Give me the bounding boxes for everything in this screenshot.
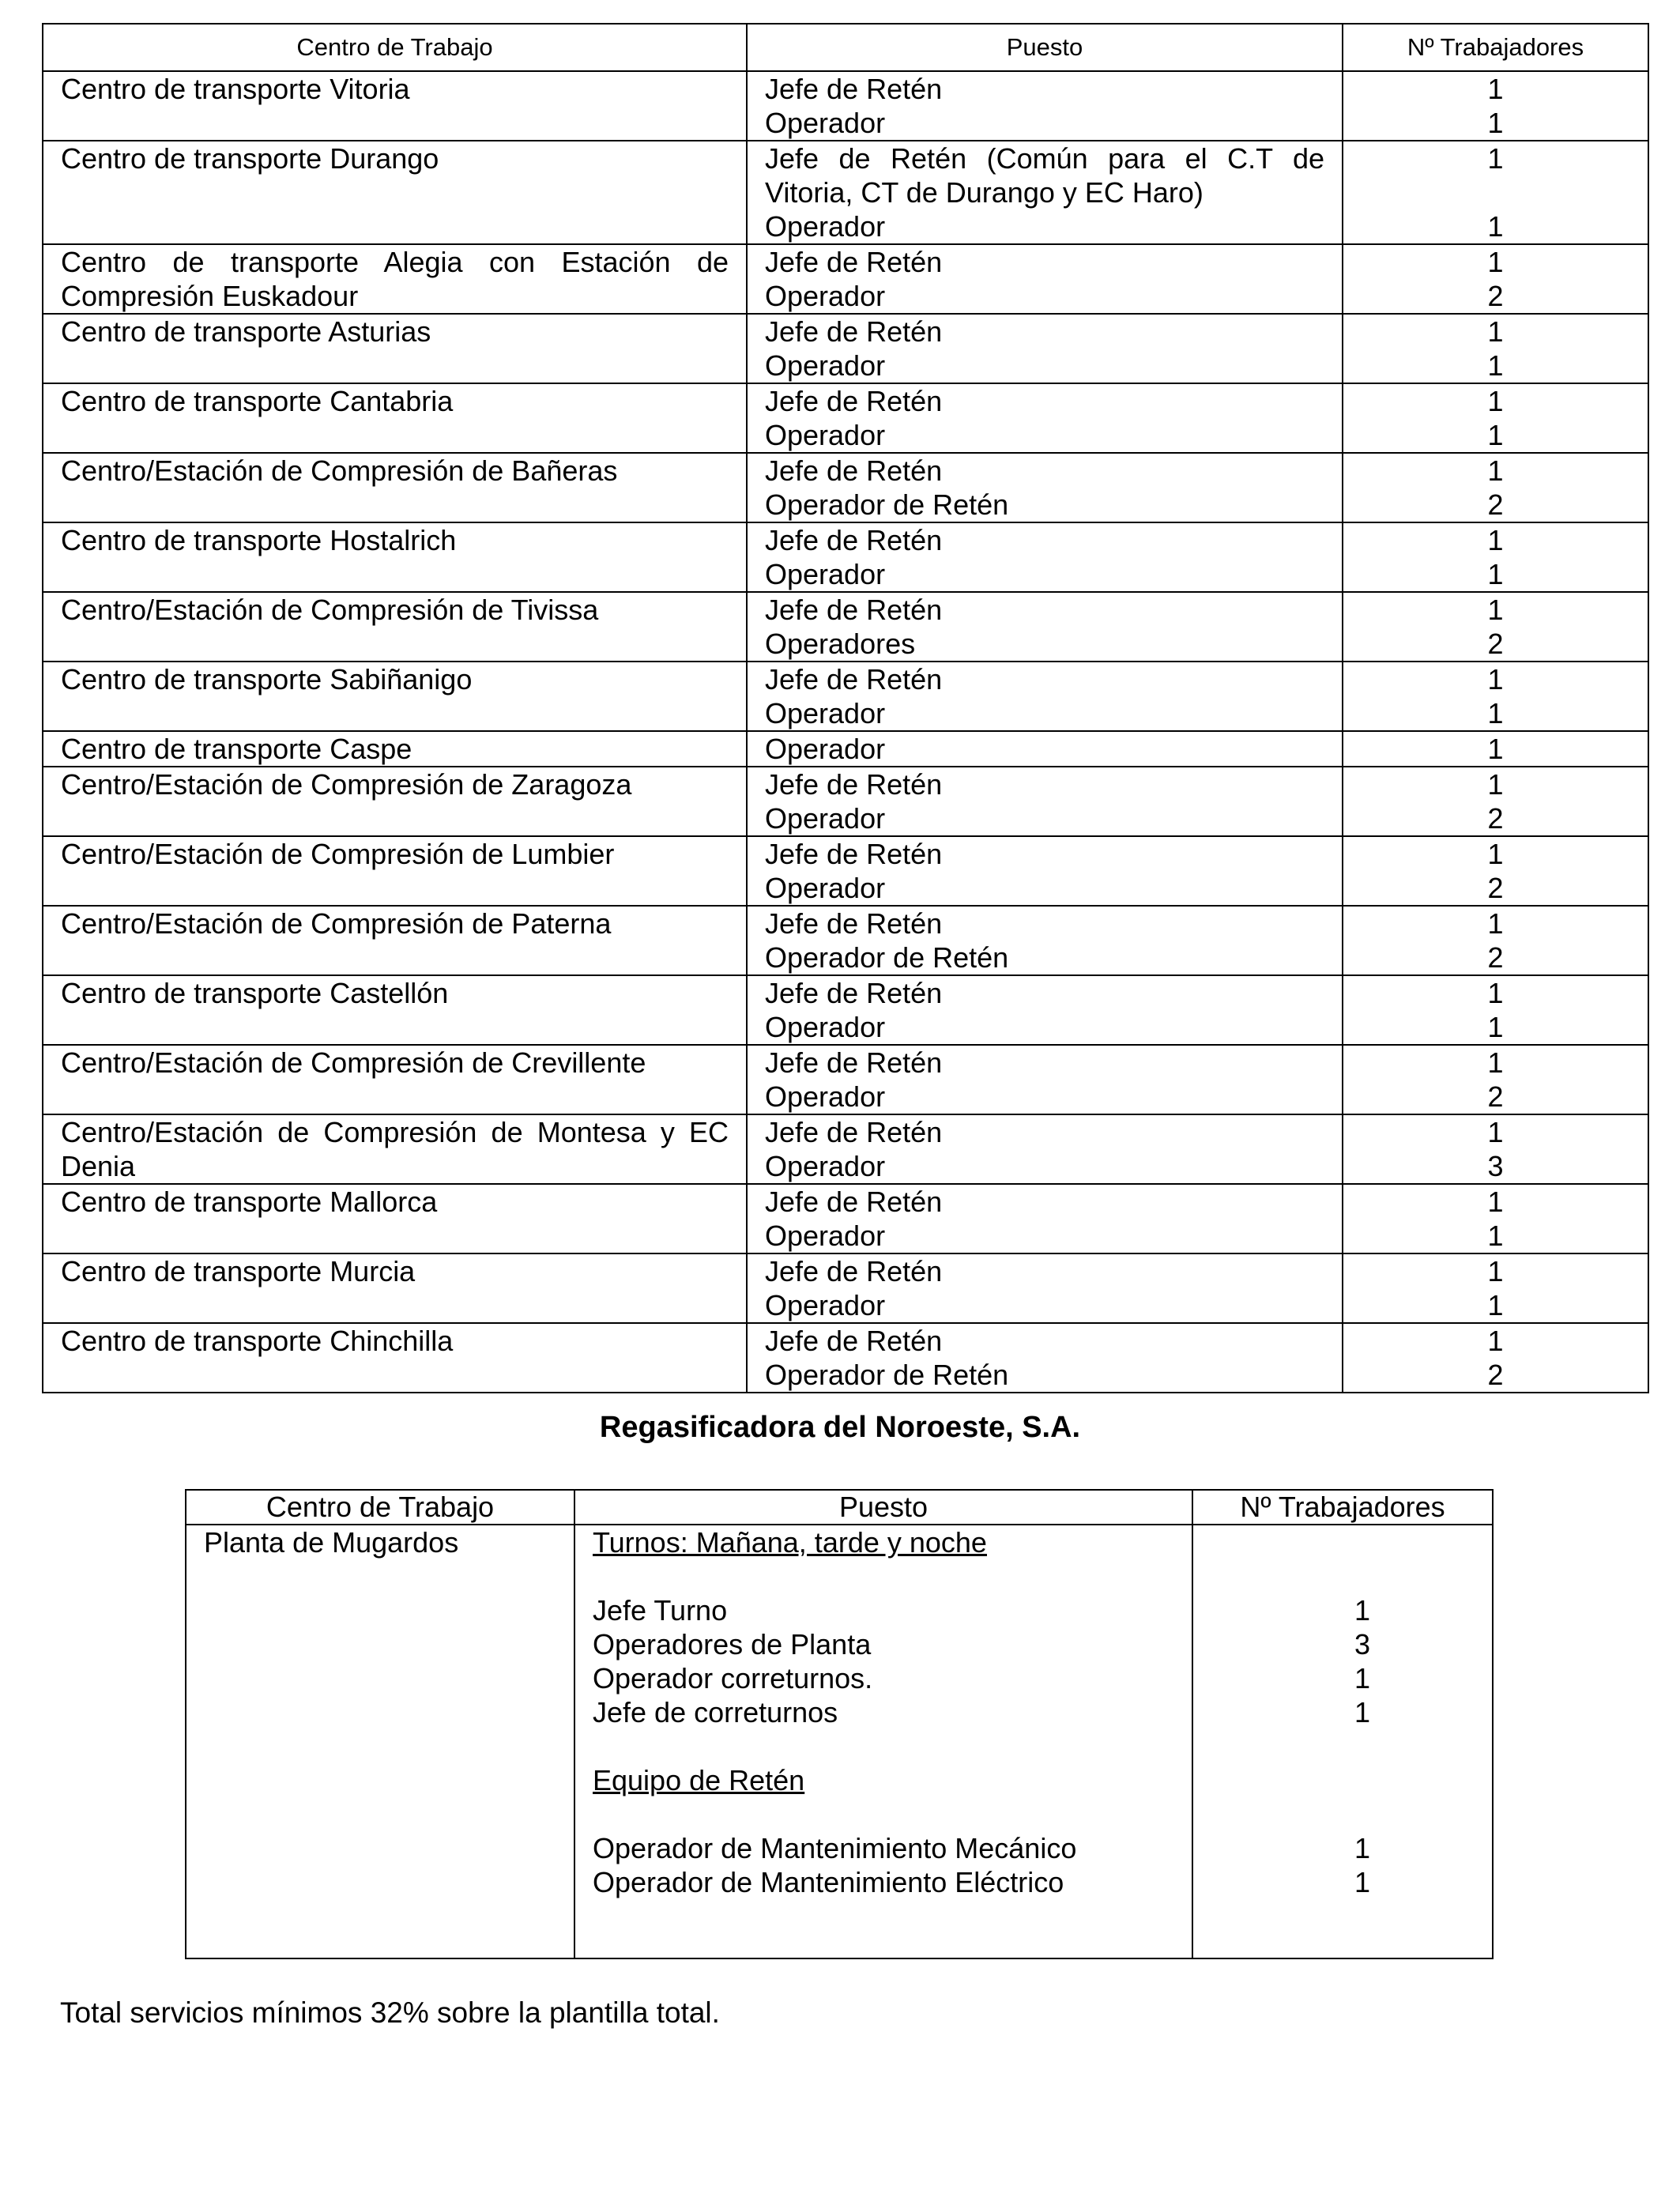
trabajadores-cell-line: 1 xyxy=(1487,1220,1504,1252)
table-row xyxy=(43,906,1648,975)
centro-cell xyxy=(43,1253,747,1323)
puesto-cell-line: Jefe de Retén xyxy=(765,1116,943,1148)
puesto-cell-line: Operador xyxy=(765,1289,886,1321)
centro-cell-line: Centro/Estación de Compresión de Tivissa xyxy=(61,594,599,626)
trabajadores-cell-line: 1 xyxy=(1487,907,1504,940)
trabajadores-cell xyxy=(1343,141,1648,244)
centro-cell xyxy=(43,836,747,906)
table-row xyxy=(43,1253,1648,1323)
centro-cell-line: Centro/Estación de Compresión de Zaragoza xyxy=(61,768,632,801)
puesto-cell-line: Operador xyxy=(765,1080,886,1113)
puesto-line: Operador correturnos. xyxy=(593,1662,873,1695)
trabajadores-line xyxy=(1233,1797,1492,1831)
puesto-cell xyxy=(747,1184,1343,1253)
trabajadores-cell-line: 1 xyxy=(1487,838,1504,870)
puesto-cell xyxy=(747,767,1343,836)
puesto-cell-line: Jefe de Retén xyxy=(765,907,943,940)
trabajadores-cell xyxy=(1343,1323,1648,1393)
trabajadores-cell xyxy=(1343,1184,1648,1253)
puesto-cell xyxy=(574,1525,1192,1958)
puesto-cell xyxy=(747,975,1343,1045)
trabajadores-cell-line: 1 xyxy=(1487,1011,1504,1043)
table-row xyxy=(43,1184,1648,1253)
trabajadores-cell-line: 2 xyxy=(1487,802,1504,835)
puesto-line: Equipo de Retén xyxy=(593,1764,805,1796)
centro-cell xyxy=(43,314,747,383)
puesto-cell-line: Operador xyxy=(765,1220,886,1252)
puesto-cell-line: Operador xyxy=(765,210,886,243)
section-title: Regasificadora del Noroeste, S.A. xyxy=(599,1411,1081,1444)
trabajadores-line: 1 xyxy=(1354,1832,1371,1864)
puesto-line xyxy=(593,1797,1192,1831)
puesto-cell-line: Jefe de Retén xyxy=(765,977,943,1009)
puesto-cell xyxy=(747,1323,1343,1393)
puesto-cell-line: Operador xyxy=(765,802,886,835)
minimum-services-table xyxy=(42,23,1649,1393)
table-row xyxy=(186,1525,1493,1958)
centro-cell: Planta de Mugardos xyxy=(186,1525,574,1958)
puesto-cell-line: Jefe de Retén xyxy=(765,838,943,870)
trabajadores-cell-line: 1 xyxy=(1487,73,1504,105)
puesto-line xyxy=(593,1559,1192,1593)
trabajadores-cell-line: 1 xyxy=(1487,315,1504,348)
trabajadores-cell xyxy=(1343,244,1648,314)
table-row xyxy=(43,662,1648,731)
centro-cell-line: Centro de transporte Alegia con Estación de Compresión Euskadour xyxy=(61,246,729,312)
trabajadores-cell xyxy=(1343,731,1648,767)
trabajadores-cell-line: 1 xyxy=(1487,349,1504,382)
centro-cell-line: Centro de transporte Mallorca xyxy=(61,1186,438,1218)
table-row xyxy=(43,522,1648,592)
trabajadores-cell-line: 1 xyxy=(1487,419,1504,451)
puesto-cell xyxy=(747,1253,1343,1323)
trabajadores-cell-line: 1 xyxy=(1487,1046,1504,1079)
centro-cell xyxy=(43,1114,747,1184)
puesto-cell-line: Jefe de Retén xyxy=(765,454,943,487)
table-header-row xyxy=(186,1490,1493,1525)
trabajadores-cell-line: 3 xyxy=(1487,1150,1504,1182)
trabajadores-cell-line: 1 xyxy=(1487,594,1504,626)
puesto-cell-line: Jefe de Retén xyxy=(765,246,943,278)
trabajadores-cell-line: 1 xyxy=(1487,1255,1504,1287)
header-puesto: Puesto xyxy=(574,1490,1192,1525)
puesto-cell xyxy=(747,731,1343,767)
puesto-cell-line: Operador de Retén xyxy=(765,1359,1009,1391)
puesto-cell-line: Jefe de Retén xyxy=(765,768,943,801)
puesto-cell-line: Operador xyxy=(765,349,886,382)
trabajadores-cell xyxy=(1343,522,1648,592)
centro-cell-line: Centro de transporte Cantabria xyxy=(61,385,454,417)
puesto-cell-line: Operador de Retén xyxy=(765,488,1009,521)
trabajadores-cell-line: 1 xyxy=(1487,454,1504,487)
trabajadores-cell xyxy=(1343,383,1648,453)
header-puesto: Puesto xyxy=(747,24,1343,71)
puesto-cell-line: Jefe de Retén xyxy=(765,1255,943,1287)
table-row xyxy=(43,975,1648,1045)
footer-note: Total servicios mínimos 32% sobre la plantilla total. xyxy=(60,1996,720,2029)
trabajadores-cell xyxy=(1343,592,1648,662)
trabajadores-line: 1 xyxy=(1354,1662,1371,1695)
puesto-cell-line: Jefe de Retén (Común para el C.T de Vitoria, CT de Durango y EC Haro) xyxy=(765,142,1324,209)
trabajadores-cell xyxy=(1192,1525,1493,1958)
puesto-cell xyxy=(747,383,1343,453)
centro-cell xyxy=(43,731,747,767)
table-row xyxy=(43,244,1648,314)
puesto-cell-line: Operadores xyxy=(765,628,916,660)
centro-cell xyxy=(43,1323,747,1393)
trabajadores-cell xyxy=(1343,1114,1648,1184)
puesto-cell xyxy=(747,592,1343,662)
trabajadores-cell-line: 1 xyxy=(1487,733,1504,765)
centro-cell-line: Centro de transporte Murcia xyxy=(61,1255,416,1287)
trabajadores-cell-line: 2 xyxy=(1487,1359,1504,1391)
trabajadores-cell-line: 2 xyxy=(1487,872,1504,904)
trabajadores-line xyxy=(1233,1729,1492,1763)
puesto-cell xyxy=(747,71,1343,141)
centro-cell xyxy=(43,71,747,141)
table-row xyxy=(43,141,1648,244)
header-centro: Centro de Trabajo xyxy=(43,24,747,71)
table-row xyxy=(43,731,1648,767)
table-row xyxy=(43,836,1648,906)
centro-cell-line: Centro de transporte Chinchilla xyxy=(61,1325,454,1357)
centro-cell xyxy=(43,522,747,592)
puesto-cell xyxy=(747,141,1343,244)
puesto-cell-line: Operador xyxy=(765,419,886,451)
puesto-cell-line: Operador xyxy=(765,1150,886,1182)
trabajadores-cell-line: 2 xyxy=(1487,280,1504,312)
puesto-cell xyxy=(747,1114,1343,1184)
trabajadores-cell-line: 1 xyxy=(1487,663,1504,696)
puesto-cell-line: Jefe de Retén xyxy=(765,315,943,348)
trabajadores-cell-line: 1 xyxy=(1487,1289,1504,1321)
centro-cell-line: Centro/Estación de Compresión de Lumbier xyxy=(61,838,615,870)
trabajadores-cell-line: 2 xyxy=(1487,628,1504,660)
table-row xyxy=(43,1045,1648,1114)
puesto-cell xyxy=(747,836,1343,906)
trabajadores-line xyxy=(1233,1559,1492,1593)
trabajadores-cell-line: 1 xyxy=(1487,1325,1504,1357)
puesto-cell-line: Operador xyxy=(765,558,886,590)
trabajadores-line: 1 xyxy=(1354,1866,1371,1898)
trabajadores-line xyxy=(1233,1763,1492,1797)
centro-cell-line: Centro de transporte Durango xyxy=(61,142,439,175)
centro-cell xyxy=(43,141,747,244)
trabajadores-cell-line: 1 xyxy=(1487,558,1504,590)
puesto-cell xyxy=(747,662,1343,731)
trabajadores-cell-line: 2 xyxy=(1487,941,1504,974)
trabajadores-cell-line: 1 xyxy=(1487,385,1504,417)
puesto-cell xyxy=(747,906,1343,975)
centro-cell-line: Centro de transporte Castellón xyxy=(61,977,449,1009)
puesto-cell xyxy=(747,522,1343,592)
trabajadores-cell xyxy=(1343,71,1648,141)
table-row xyxy=(43,453,1648,522)
table-row xyxy=(43,1114,1648,1184)
header-trabajadores: Nº Trabajadores xyxy=(1343,24,1648,71)
centro-cell-line: Centro de transporte Hostalrich xyxy=(61,524,457,556)
puesto-cell-line: Jefe de Retén xyxy=(765,663,943,696)
puesto-cell-line: Operador xyxy=(765,697,886,729)
centro-cell xyxy=(43,975,747,1045)
centro-cell xyxy=(43,383,747,453)
puesto-cell-line: Operador xyxy=(765,280,886,312)
trabajadores-cell-line: 1 xyxy=(1487,524,1504,556)
trabajadores-cell-line: 2 xyxy=(1487,1080,1504,1113)
centro-cell xyxy=(43,592,747,662)
table-row xyxy=(43,314,1648,383)
puesto-cell-line: Jefe de Retén xyxy=(765,1325,943,1357)
table-row xyxy=(43,592,1648,662)
table-row xyxy=(43,71,1648,141)
trabajadores-cell-line: 1 xyxy=(1487,1116,1504,1148)
centro-cell-line: Centro/Estación de Compresión de Paterna xyxy=(61,907,612,940)
trabajadores-cell xyxy=(1343,836,1648,906)
puesto-cell-line: Jefe de Retén xyxy=(765,1046,943,1079)
puesto-cell-line: Operador xyxy=(765,733,886,765)
puesto-line: Jefe de correturnos xyxy=(593,1696,838,1728)
header-centro: Centro de Trabajo xyxy=(186,1490,574,1525)
centro-cell xyxy=(43,767,747,836)
puesto-cell-line: Jefe de Retén xyxy=(765,385,943,417)
puesto-line: Operador de Mantenimiento Mecánico xyxy=(593,1832,1077,1864)
puesto-line: Operadores de Planta xyxy=(593,1628,872,1661)
puesto-cell-line: Jefe de Retén xyxy=(765,73,943,105)
centro-cell xyxy=(43,1045,747,1114)
trabajadores-cell xyxy=(1343,1045,1648,1114)
puesto-cell-line: Operador de Retén xyxy=(765,941,1009,974)
centro-cell-line: Centro/Estación de Compresión de Bañeras xyxy=(61,454,618,487)
trabajadores-cell-line: 1 xyxy=(1487,107,1504,139)
puesto-cell xyxy=(747,314,1343,383)
centro-cell-line: Centro de transporte Vitoria xyxy=(61,73,410,105)
table-row xyxy=(43,1323,1648,1393)
trabajadores-cell xyxy=(1343,1253,1648,1323)
trabajadores-line xyxy=(1233,1525,1492,1559)
trabajadores-cell xyxy=(1343,975,1648,1045)
trabajadores-line: 3 xyxy=(1354,1628,1371,1661)
trabajadores-line: 1 xyxy=(1354,1696,1371,1728)
centro-cell xyxy=(43,662,747,731)
table-row xyxy=(43,383,1648,453)
trabajadores-cell-line: 2 xyxy=(1487,488,1504,521)
puesto-cell-line: Operador xyxy=(765,107,886,139)
trabajadores-cell xyxy=(1343,906,1648,975)
centro-cell-line: Centro/Estación de Compresión de Montesa y EC Denia xyxy=(61,1116,729,1182)
trabajadores-cell xyxy=(1343,453,1648,522)
centro-cell-line: Centro de transporte Sabiñanigo xyxy=(61,663,473,696)
puesto-line xyxy=(593,1729,1192,1763)
trabajadores-cell-line: 1 xyxy=(1487,246,1504,278)
centro-cell xyxy=(43,906,747,975)
puesto-line: Turnos: Mañana, tarde y noche xyxy=(593,1526,987,1559)
trabajadores-line: 1 xyxy=(1354,1594,1371,1627)
puesto-line: Jefe Turno xyxy=(593,1594,728,1627)
trabajadores-cell-line xyxy=(1343,175,1648,209)
table-header-row xyxy=(43,24,1648,71)
trabajadores-cell-line: 1 xyxy=(1487,210,1504,243)
centro-cell-line: Centro de transporte Asturias xyxy=(61,315,431,348)
trabajadores-cell-line: 1 xyxy=(1487,1186,1504,1218)
centro-cell-line: Centro de transporte Caspe xyxy=(61,733,412,765)
puesto-cell xyxy=(747,453,1343,522)
puesto-cell-line: Jefe de Retén xyxy=(765,1186,943,1218)
centro-cell xyxy=(43,1184,747,1253)
trabajadores-cell-line: 1 xyxy=(1487,142,1504,175)
trabajadores-cell-line: 1 xyxy=(1487,768,1504,801)
trabajadores-cell-line: 1 xyxy=(1487,697,1504,729)
centro-cell xyxy=(43,453,747,522)
trabajadores-cell-line: 1 xyxy=(1487,977,1504,1009)
puesto-cell-line: Jefe de Retén xyxy=(765,524,943,556)
trabajadores-cell xyxy=(1343,314,1648,383)
trabajadores-cell xyxy=(1343,662,1648,731)
regasificadora-table xyxy=(185,1489,1494,1959)
trabajadores-cell xyxy=(1343,767,1648,836)
puesto-cell-line: Operador xyxy=(765,872,886,904)
centro-cell-line: Centro/Estación de Compresión de Crevillente xyxy=(61,1046,646,1079)
puesto-cell xyxy=(747,1045,1343,1114)
puesto-cell xyxy=(747,244,1343,314)
centro-cell xyxy=(43,244,747,314)
puesto-line: Operador de Mantenimiento Eléctrico xyxy=(593,1866,1064,1898)
puesto-cell-line: Operador xyxy=(765,1011,886,1043)
puesto-cell-line: Jefe de Retén xyxy=(765,594,943,626)
table-row xyxy=(43,767,1648,836)
header-trabajadores: Nº Trabajadores xyxy=(1192,1490,1493,1525)
